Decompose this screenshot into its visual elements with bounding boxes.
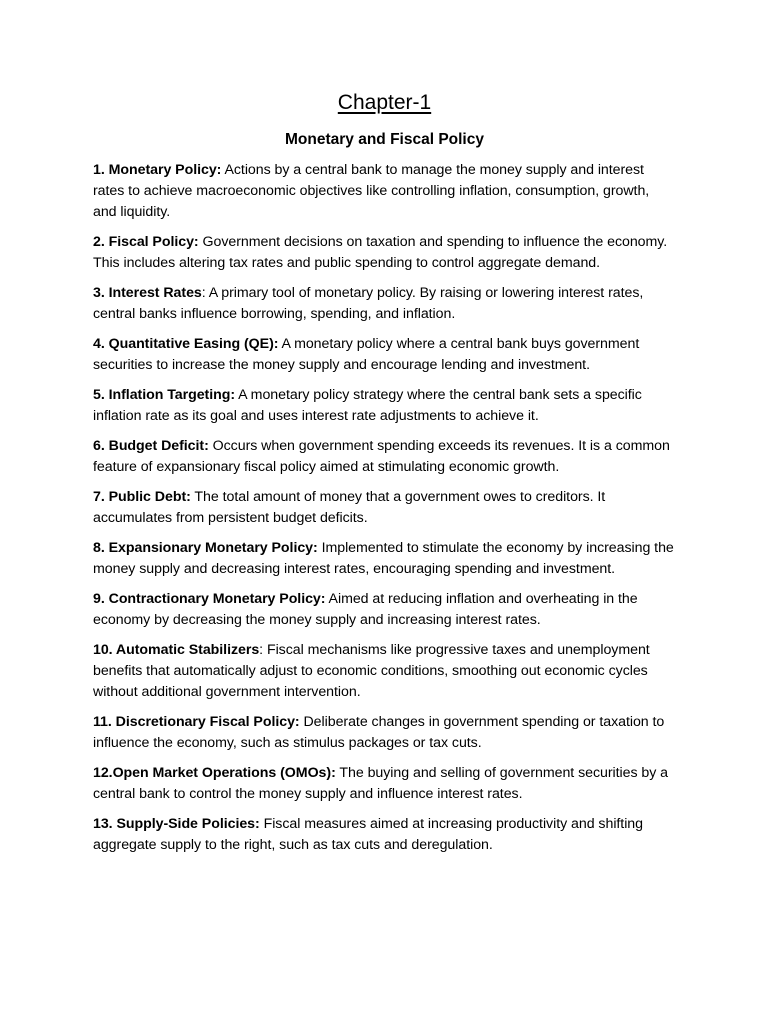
definition-term: 4. Quantitative Easing (QE): [93, 336, 279, 352]
definition-term: 3. Interest Rates [93, 285, 202, 301]
definition-text: : A primary tool of monetary policy. By raising or lowering interest rates, central banks influence borrowing, spending, and inflation. [93, 285, 644, 322]
definition-text: A monetary policy strategy where the central bank sets a specific inflation rate as its goal and uses interest rate adjustments to achieve it. [93, 387, 642, 424]
definition-entry-9 [93, 589, 676, 631]
definition-text: A monetary policy where a central bank buys government securities to increase the money supply and encourage lending and investment. [93, 336, 640, 373]
definition-term: 12.Open Market Operations (OMOs): [93, 765, 336, 781]
chapter-title: Chapter-1 [337, 91, 432, 114]
definition-term: 7. Public Debt: [93, 489, 191, 505]
definition-term: 6. Budget Deficit: [93, 438, 209, 454]
definition-entry-4 [93, 334, 676, 376]
definition-term: 9. Contractionary Monetary Policy: [93, 591, 326, 607]
definition-entry-3 [93, 283, 676, 325]
definition-text: Fiscal measures aimed at increasing productivity and shifting aggregate supply to the right, such as tax cuts and deregulation. [93, 816, 643, 853]
definition-term: 10. Automatic Stabilizers [93, 642, 260, 658]
definition-term: 5. Inflation Targeting: [93, 387, 236, 403]
definition-text: Actions by a central bank to manage the money supply and interest rates to achieve macroeconomic objectives like controlling inflation, consumption, growth, and liquidity. [93, 162, 650, 220]
definition-entry-2 [93, 232, 676, 274]
definition-term: 1. Monetary Policy: [93, 162, 222, 178]
definition-text: Implemented to stimulate the economy by increasing the money supply and decreasing interest rates, encouraging spending and investment. [93, 540, 674, 577]
definition-entry-1 [93, 160, 676, 223]
definition-term: 2. Fiscal Policy: [93, 234, 199, 250]
definition-text: The total amount of money that a government owes to creditors. It accumulates from persistent budget deficits. [93, 489, 606, 526]
definition-entry-13 [93, 814, 676, 856]
definition-entry-11 [93, 712, 676, 754]
definition-text: Deliberate changes in government spending or taxation to influence the economy, such as stimulus packages or tax cuts. [93, 714, 665, 751]
definition-entry-6 [93, 436, 676, 478]
definition-entry-8 [93, 538, 676, 580]
definition-term: 8. Expansionary Monetary Policy: [93, 540, 318, 556]
definition-text: : Fiscal mechanisms like progressive taxes and unemployment benefits that automatically adjust to economic conditions, smoothing out economic cycles without additional government intervention. [93, 642, 650, 700]
definition-text: Aimed at reducing inflation and overheating in the economy by decreasing the money supply and increasing interest rates. [93, 591, 638, 628]
definition-text: Government decisions on taxation and spending to influence the economy. This includes altering tax rates and public spending to control aggregate demand. [93, 234, 668, 271]
definition-term: 11. Discretionary Fiscal Policy: [93, 714, 300, 730]
definition-term: 13. Supply-Side Policies: [93, 816, 260, 832]
definition-entry-7 [93, 487, 676, 529]
definition-entry-10 [93, 640, 676, 703]
definition-text: Occurs when government spending exceeds its revenues. It is a common feature of expansionary fiscal policy aimed at stimulating economic growth. [93, 438, 670, 475]
section-title: Monetary and Fiscal Policy [285, 131, 484, 148]
definition-entry-12 [93, 763, 676, 805]
definition-entry-5 [93, 385, 676, 427]
definition-text: The buying and selling of government securities by a central bank to control the money supply and influence interest rates. [93, 765, 669, 802]
